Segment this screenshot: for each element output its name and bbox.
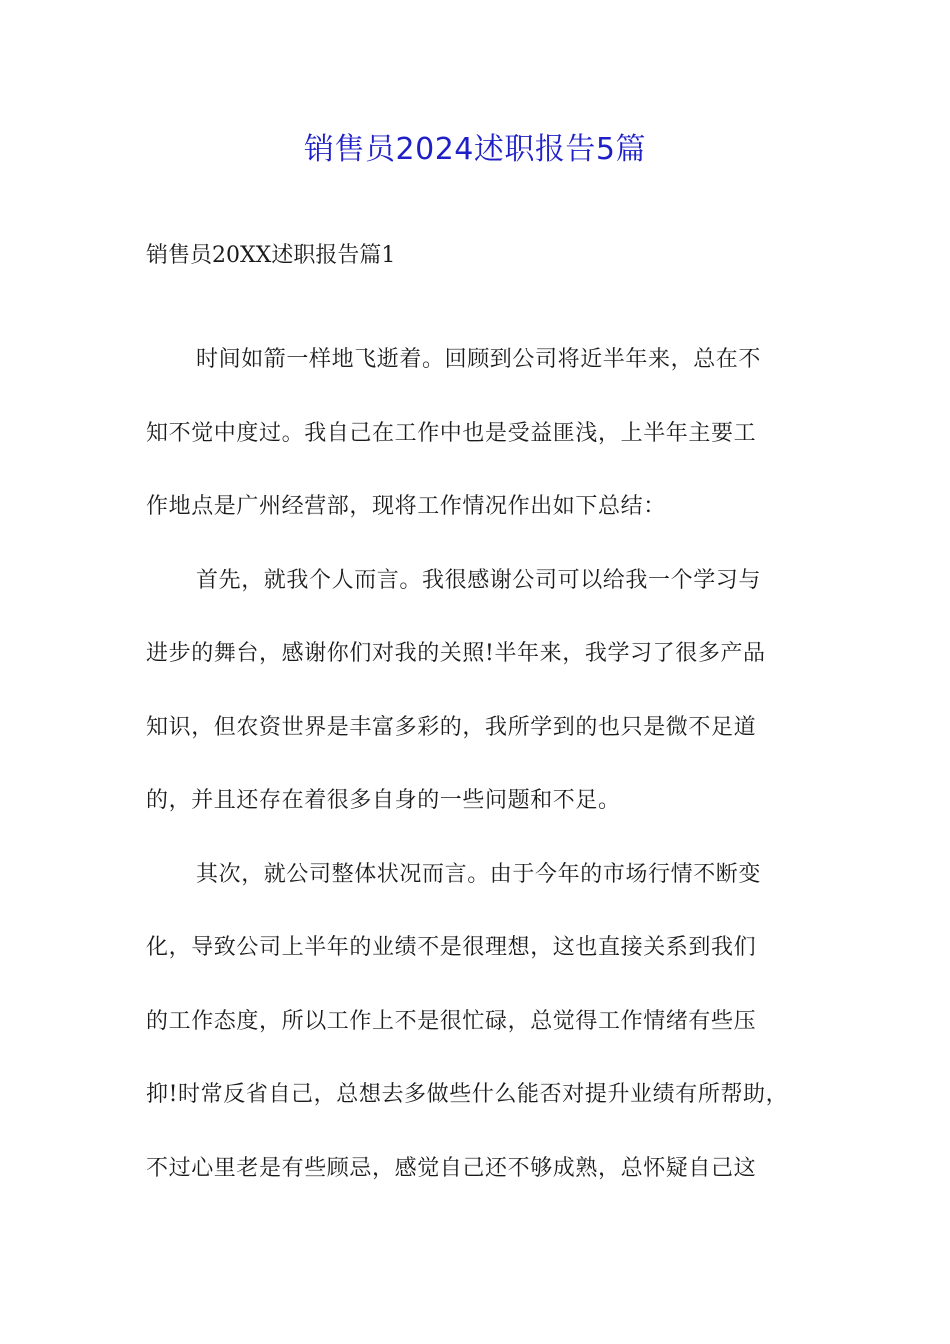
text-line: 其次，就公司整体状况而言。由于今年的市场行情不断变 [196,861,762,887]
text-line: 进步的舞台，感谢你们对我的关照!半年来，我学习了很多产品 [146,641,766,666]
text-line: 的工作态度，所以工作上不是很忙碌，总觉得工作情绪有些压 [146,1008,757,1034]
document-title: 销售员2024述职报告5篇 [304,132,646,167]
text-line: 化，导致公司上半年的业绩不是很理想，这也直接关系到我们 [146,935,757,960]
text-line: 抑!时常反省自己，总想去多做些什么能否对提升业绩有所帮助， [146,1082,789,1107]
body-text [146,342,811,1224]
section-heading: 销售员20XX述职报告篇1 [146,243,396,268]
text-line: 时间如箭一样地飞逝着。回顾到公司将近半年来，总在不 [196,347,762,372]
text-line: 的，并且还存在着很多自身的一些问题和不足。 [146,788,621,813]
text-line: 知识，但农资世界是丰富多彩的，我所学到的也只是微不足道 [146,714,757,740]
text-line: 知不觉中度过。我自己在工作中也是受益匪浅，上半年主要工 [146,420,757,446]
text-line: 首先，就我个人而言。我很感谢公司可以给我一个学习与 [196,567,762,593]
text-line: 不过心里老是有些顾忌，感觉自己还不够成熟，总怀疑自己这 [146,1155,757,1181]
text-line: 作地点是广州经营部，现将工作情况作出如下总结： [146,494,666,519]
